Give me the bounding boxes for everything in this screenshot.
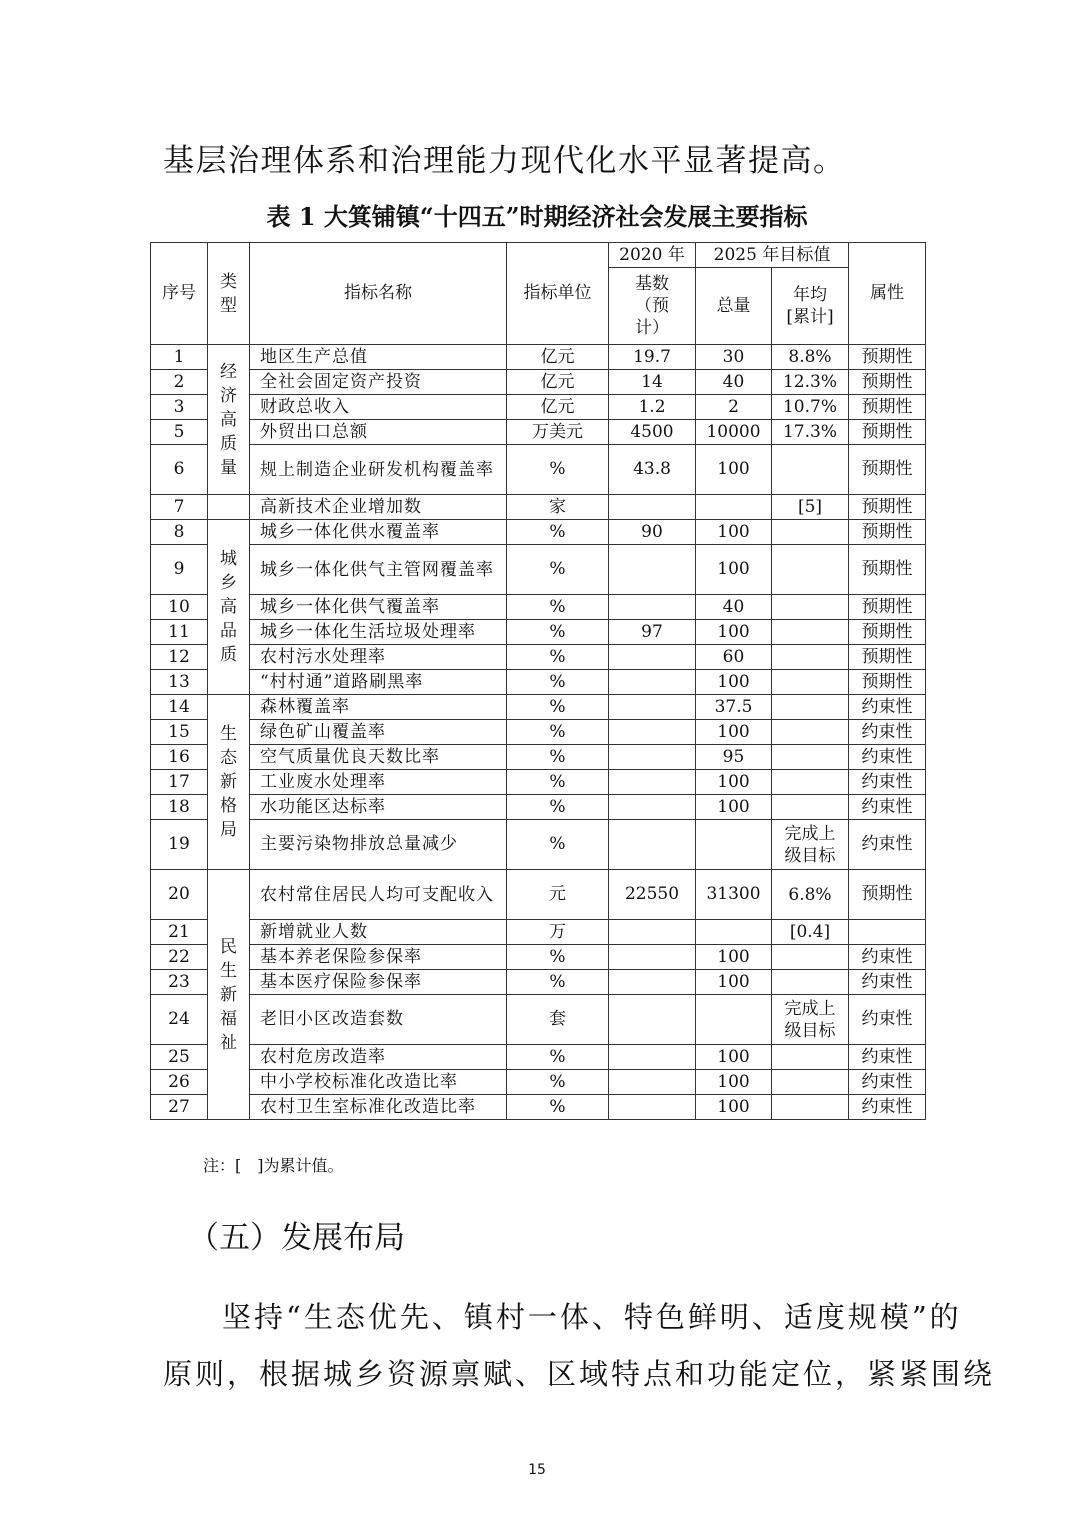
total-value: 100 bbox=[696, 545, 772, 595]
page-number: 15 bbox=[528, 1462, 546, 1478]
annual-value bbox=[772, 695, 849, 720]
table-row bbox=[151, 545, 926, 595]
base-value bbox=[609, 995, 696, 1045]
indicator-name: 农村卫生室标准化改造比率 bbox=[250, 1095, 507, 1120]
base-value: 22550 bbox=[609, 870, 696, 920]
unit-cell: 亿元 bbox=[507, 345, 609, 370]
indicator-name: 新增就业人数 bbox=[250, 920, 507, 945]
base-value: 4500 bbox=[609, 420, 696, 445]
indicator-name: 外贸出口总额 bbox=[250, 420, 507, 445]
seq-cell: 14 bbox=[151, 695, 208, 720]
total-value bbox=[696, 820, 772, 870]
base-value bbox=[609, 1070, 696, 1095]
base-value bbox=[609, 545, 696, 595]
paragraph-line: 原则，根据城乡资源禀赋、区域特点和功能定位，紧紧围绕 bbox=[163, 1357, 996, 1391]
total-value: 40 bbox=[696, 595, 772, 620]
header-base: 基数（预计） bbox=[609, 268, 696, 345]
base-value bbox=[609, 645, 696, 670]
table-row bbox=[151, 420, 926, 445]
indicator-name: 空气质量优良天数比率 bbox=[250, 745, 507, 770]
base-value: 97 bbox=[609, 620, 696, 645]
attribute-cell: 预期性 bbox=[849, 620, 926, 645]
indicator-name: 高新技术企业增加数 bbox=[250, 495, 507, 520]
unit-cell: % bbox=[507, 770, 609, 795]
indicator-name: 基本医疗保险参保率 bbox=[250, 970, 507, 995]
annual-value: 17.3% bbox=[772, 420, 849, 445]
category-cell: 民生新福祉 bbox=[208, 870, 250, 1120]
seq-cell: 7 bbox=[151, 495, 208, 520]
annual-value bbox=[772, 795, 849, 820]
annual-value bbox=[772, 1070, 849, 1095]
indicator-name: 绿色矿山覆盖率 bbox=[250, 720, 507, 745]
seq-cell: 6 bbox=[151, 445, 208, 495]
table-row bbox=[151, 495, 926, 520]
unit-cell: 亿元 bbox=[507, 395, 609, 420]
table-note: 注：[ ]为累计值。 bbox=[203, 1156, 344, 1175]
annual-value bbox=[772, 745, 849, 770]
total-value: 100 bbox=[696, 1070, 772, 1095]
attribute-cell: 约束性 bbox=[849, 745, 926, 770]
seq-cell: 3 bbox=[151, 395, 208, 420]
unit-cell: % bbox=[507, 545, 609, 595]
unit-cell: % bbox=[507, 595, 609, 620]
header-total: 总量 bbox=[696, 268, 772, 345]
indicator-table bbox=[150, 242, 926, 1120]
seq-cell: 23 bbox=[151, 970, 208, 995]
total-value: 2 bbox=[696, 395, 772, 420]
table-row bbox=[151, 445, 926, 495]
attribute-cell bbox=[849, 920, 926, 945]
indicator-name: 农村危房改造率 bbox=[250, 1045, 507, 1070]
seq-cell: 10 bbox=[151, 595, 208, 620]
base-value bbox=[609, 720, 696, 745]
table-row bbox=[151, 620, 926, 645]
indicator-name: 农村常住居民人均可支配收入 bbox=[250, 870, 507, 920]
seq-cell: 2 bbox=[151, 370, 208, 395]
seq-cell: 12 bbox=[151, 645, 208, 670]
total-value bbox=[696, 995, 772, 1045]
base-value bbox=[609, 745, 696, 770]
base-value: 19.7 bbox=[609, 345, 696, 370]
paragraph-line: 坚持“生态优先、镇村一体、特色鲜明、适度规模”的 bbox=[222, 1300, 962, 1334]
unit-cell: % bbox=[507, 745, 609, 770]
seq-cell: 1 bbox=[151, 345, 208, 370]
total-value: 100 bbox=[696, 1045, 772, 1070]
attribute-cell: 预期性 bbox=[849, 520, 926, 545]
header-annual: 年均[累计] bbox=[772, 268, 849, 345]
seq-cell: 24 bbox=[151, 995, 208, 1045]
total-value: 100 bbox=[696, 795, 772, 820]
unit-cell: 家 bbox=[507, 495, 609, 520]
attribute-cell: 约束性 bbox=[849, 1045, 926, 1070]
base-value: 90 bbox=[609, 520, 696, 545]
base-value bbox=[609, 970, 696, 995]
unit-cell: % bbox=[507, 670, 609, 695]
annual-value bbox=[772, 1095, 849, 1120]
indicator-name: 城乡一体化供气主管网覆盖率 bbox=[250, 545, 507, 595]
annual-value bbox=[772, 720, 849, 745]
indicator-name: 工业废水处理率 bbox=[250, 770, 507, 795]
seq-cell: 22 bbox=[151, 945, 208, 970]
table-row bbox=[151, 345, 926, 370]
unit-cell: 万美元 bbox=[507, 420, 609, 445]
unit-cell: % bbox=[507, 695, 609, 720]
header-attr: 属性 bbox=[849, 243, 926, 345]
annual-value bbox=[772, 645, 849, 670]
unit-cell: % bbox=[507, 970, 609, 995]
seq-cell: 9 bbox=[151, 545, 208, 595]
attribute-cell: 约束性 bbox=[849, 820, 926, 870]
category-cell: 经济高质量 bbox=[208, 345, 250, 495]
total-value: 100 bbox=[696, 1095, 772, 1120]
seq-cell: 26 bbox=[151, 1070, 208, 1095]
unit-cell: % bbox=[507, 620, 609, 645]
annual-value bbox=[772, 545, 849, 595]
table-row bbox=[151, 995, 926, 1045]
total-value: 100 bbox=[696, 720, 772, 745]
unit-cell: % bbox=[507, 945, 609, 970]
base-value bbox=[609, 495, 696, 520]
table-row bbox=[151, 970, 926, 995]
total-value: 37.5 bbox=[696, 695, 772, 720]
category-cell: 生态新格局 bbox=[208, 695, 250, 870]
annual-value bbox=[772, 595, 849, 620]
annual-value: [5] bbox=[772, 495, 849, 520]
unit-cell: 万 bbox=[507, 920, 609, 945]
base-value: 14 bbox=[609, 370, 696, 395]
base-value bbox=[609, 595, 696, 620]
seq-cell: 21 bbox=[151, 920, 208, 945]
annual-value bbox=[772, 770, 849, 795]
annual-value: [0.4] bbox=[772, 920, 849, 945]
attribute-cell: 约束性 bbox=[849, 995, 926, 1045]
attribute-cell: 预期性 bbox=[849, 545, 926, 595]
table-row bbox=[151, 920, 926, 945]
indicator-name: 老旧小区改造套数 bbox=[250, 995, 507, 1045]
total-value: 100 bbox=[696, 770, 772, 795]
attribute-cell: 预期性 bbox=[849, 870, 926, 920]
indicator-name: 城乡一体化生活垃圾处理率 bbox=[250, 620, 507, 645]
seq-cell: 5 bbox=[151, 420, 208, 445]
annual-value: 8.8% bbox=[772, 345, 849, 370]
unit-cell: % bbox=[507, 1045, 609, 1070]
unit-cell: % bbox=[507, 445, 609, 495]
base-value bbox=[609, 1095, 696, 1120]
attribute-cell: 预期性 bbox=[849, 670, 926, 695]
total-value: 30 bbox=[696, 345, 772, 370]
attribute-cell: 约束性 bbox=[849, 720, 926, 745]
table-row bbox=[151, 1045, 926, 1070]
annual-value: 完成上级目标 bbox=[772, 995, 849, 1045]
seq-cell: 8 bbox=[151, 520, 208, 545]
indicator-name: 基本养老保险参保率 bbox=[250, 945, 507, 970]
base-value bbox=[609, 795, 696, 820]
total-value: 31300 bbox=[696, 870, 772, 920]
indicator-name: 森林覆盖率 bbox=[250, 695, 507, 720]
header-unit: 指标单位 bbox=[507, 243, 609, 345]
table-row bbox=[151, 945, 926, 970]
unit-cell: % bbox=[507, 820, 609, 870]
indicator-name: 财政总收入 bbox=[250, 395, 507, 420]
indicator-name: 水功能区达标率 bbox=[250, 795, 507, 820]
seq-cell: 13 bbox=[151, 670, 208, 695]
table-row bbox=[151, 520, 926, 545]
seq-cell: 17 bbox=[151, 770, 208, 795]
seq-cell: 18 bbox=[151, 795, 208, 820]
total-value: 100 bbox=[696, 670, 772, 695]
table-caption: 表 1 大箕铺镇“十四五”时期经济社会发展主要指标 bbox=[266, 202, 808, 231]
attribute-cell: 预期性 bbox=[849, 345, 926, 370]
base-value bbox=[609, 695, 696, 720]
unit-cell: % bbox=[507, 1070, 609, 1095]
category-cell bbox=[208, 495, 250, 520]
indicator-name: 规上制造企业研发机构覆盖率 bbox=[250, 445, 507, 495]
annual-value bbox=[772, 945, 849, 970]
attribute-cell: 约束性 bbox=[849, 1095, 926, 1120]
attribute-cell: 约束性 bbox=[849, 770, 926, 795]
indicator-name: 城乡一体化供气覆盖率 bbox=[250, 595, 507, 620]
base-value bbox=[609, 670, 696, 695]
table-row bbox=[151, 395, 926, 420]
total-value: 40 bbox=[696, 370, 772, 395]
table-row bbox=[151, 820, 926, 870]
attribute-cell: 预期性 bbox=[849, 420, 926, 445]
header-seq: 序号 bbox=[151, 243, 208, 345]
total-value: 95 bbox=[696, 745, 772, 770]
table-row bbox=[151, 770, 926, 795]
table-row bbox=[151, 1070, 926, 1095]
seq-cell: 15 bbox=[151, 720, 208, 745]
base-value bbox=[609, 945, 696, 970]
section-heading: （五）发展布局 bbox=[188, 1220, 405, 1256]
table-row bbox=[151, 795, 926, 820]
table-row bbox=[151, 670, 926, 695]
header-type: 类型 bbox=[208, 243, 250, 345]
annual-value: 10.7% bbox=[772, 395, 849, 420]
base-value: 43.8 bbox=[609, 445, 696, 495]
attribute-cell: 预期性 bbox=[849, 370, 926, 395]
seq-cell: 20 bbox=[151, 870, 208, 920]
indicator-name: “村村通”道路刷黑率 bbox=[250, 670, 507, 695]
annual-value: 6.8% bbox=[772, 870, 849, 920]
annual-value: 12.3% bbox=[772, 370, 849, 395]
unit-cell: % bbox=[507, 720, 609, 745]
table-row bbox=[151, 1095, 926, 1120]
base-value bbox=[609, 920, 696, 945]
indicator-name: 全社会固定资产投资 bbox=[250, 370, 507, 395]
indicator-name: 主要污染物排放总量减少 bbox=[250, 820, 507, 870]
table-row bbox=[151, 370, 926, 395]
header-2025-target: 2025 年目标值 bbox=[696, 243, 849, 268]
base-value bbox=[609, 1045, 696, 1070]
total-value: 100 bbox=[696, 445, 772, 495]
indicator-name: 中小学校标准化改造比率 bbox=[250, 1070, 507, 1095]
total-value: 60 bbox=[696, 645, 772, 670]
seq-cell: 27 bbox=[151, 1095, 208, 1120]
seq-cell: 25 bbox=[151, 1045, 208, 1070]
total-value bbox=[696, 495, 772, 520]
unit-cell: % bbox=[507, 520, 609, 545]
unit-cell: 元 bbox=[507, 870, 609, 920]
seq-cell: 19 bbox=[151, 820, 208, 870]
unit-cell: 套 bbox=[507, 995, 609, 1045]
indicator-name: 城乡一体化供水覆盖率 bbox=[250, 520, 507, 545]
annual-value bbox=[772, 620, 849, 645]
seq-cell: 11 bbox=[151, 620, 208, 645]
attribute-cell: 约束性 bbox=[849, 1070, 926, 1095]
table-row bbox=[151, 870, 926, 920]
table-row bbox=[151, 695, 926, 720]
category-cell: 城乡高品质 bbox=[208, 520, 250, 695]
indicator-name: 地区生产总值 bbox=[250, 345, 507, 370]
total-value: 100 bbox=[696, 970, 772, 995]
unit-cell: % bbox=[507, 795, 609, 820]
unit-cell: 亿元 bbox=[507, 370, 609, 395]
indicator-name: 农村污水处理率 bbox=[250, 645, 507, 670]
table-row bbox=[151, 645, 926, 670]
attribute-cell: 预期性 bbox=[849, 445, 926, 495]
annual-value: 完成上级目标 bbox=[772, 820, 849, 870]
attribute-cell: 预期性 bbox=[849, 495, 926, 520]
total-value: 10000 bbox=[696, 420, 772, 445]
attribute-cell: 预期性 bbox=[849, 645, 926, 670]
seq-cell: 16 bbox=[151, 745, 208, 770]
base-value: 1.2 bbox=[609, 395, 696, 420]
unit-cell: % bbox=[507, 645, 609, 670]
total-value: 100 bbox=[696, 620, 772, 645]
base-value bbox=[609, 820, 696, 870]
annual-value bbox=[772, 1045, 849, 1070]
base-value bbox=[609, 770, 696, 795]
unit-cell: % bbox=[507, 1095, 609, 1120]
table-row bbox=[151, 595, 926, 620]
intro-line: 基层治理体系和治理能力现代化水平显著提高。 bbox=[163, 143, 846, 179]
annual-value bbox=[772, 670, 849, 695]
annual-value bbox=[772, 520, 849, 545]
attribute-cell: 约束性 bbox=[849, 970, 926, 995]
total-value: 100 bbox=[696, 520, 772, 545]
attribute-cell: 约束性 bbox=[849, 945, 926, 970]
total-value: 100 bbox=[696, 945, 772, 970]
header-2020: 2020 年 bbox=[609, 243, 696, 268]
attribute-cell: 约束性 bbox=[849, 695, 926, 720]
header-name: 指标名称 bbox=[250, 243, 507, 345]
attribute-cell: 预期性 bbox=[849, 395, 926, 420]
table-row bbox=[151, 745, 926, 770]
table-row bbox=[151, 720, 926, 745]
annual-value bbox=[772, 970, 849, 995]
attribute-cell: 预期性 bbox=[849, 595, 926, 620]
total-value bbox=[696, 920, 772, 945]
attribute-cell: 约束性 bbox=[849, 795, 926, 820]
annual-value bbox=[772, 445, 849, 495]
